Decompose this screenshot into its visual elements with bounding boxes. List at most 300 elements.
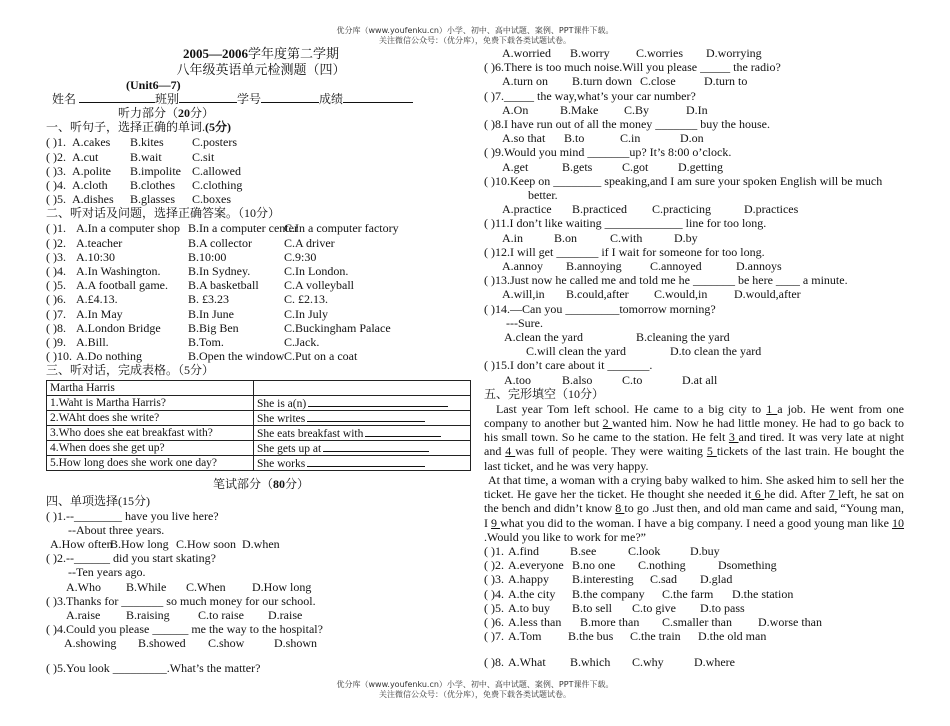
question-reply: --Ten years ago.: [68, 565, 146, 580]
option-a[interactable]: A.so that: [502, 131, 546, 146]
section-1-title: 一、听句子，选择正确的单词.(5分): [46, 120, 232, 135]
page-title: 2005—2006学年度第二学期: [182, 46, 339, 61]
options-row: [484, 330, 904, 344]
option-d[interactable]: D.the old man: [698, 629, 767, 644]
option-b[interactable]: B.no one: [572, 558, 616, 573]
option-d[interactable]: D.How long: [252, 579, 312, 594]
question-number: ( )2.: [46, 149, 66, 164]
table-answer[interactable]: [254, 411, 471, 426]
question-row: [46, 335, 476, 349]
option-a[interactable]: A.Do nothing: [76, 349, 142, 364]
written-part-label: 笔试部分（80分）: [212, 477, 310, 492]
cloze-blank[interactable]: 3: [728, 430, 739, 445]
option-c[interactable]: C.Buckingham Palace: [284, 320, 391, 335]
section-4-right-list: [484, 46, 904, 387]
option-d[interactable]: D.by: [674, 230, 698, 245]
question-reply: ---Sure.: [506, 315, 543, 330]
option-c[interactable]: C.allowed: [192, 163, 241, 178]
question-row: [46, 150, 476, 164]
table-question: 3.Who does she eat breakfast with?: [47, 426, 254, 441]
option-b[interactable]: B.glasses: [130, 192, 175, 207]
question-row: [46, 250, 476, 264]
option-a[interactable]: A.What: [508, 655, 546, 670]
option-b[interactable]: B. £3.23: [188, 292, 230, 307]
cloze-text: what you did to the woman. I have a big company. I need a good young man like: [500, 515, 893, 530]
question-number: ( )7.: [484, 629, 504, 644]
option-d[interactable]: Dsomething: [718, 558, 777, 573]
cloze-blank[interactable]: 1: [766, 401, 778, 416]
option-c[interactable]: C.would,in: [654, 287, 708, 302]
option-b[interactable]: B.the bus: [568, 629, 614, 644]
cloze-blank[interactable]: 2: [602, 416, 613, 431]
options-row: [484, 46, 904, 60]
question-row: [484, 572, 904, 586]
option-a[interactable]: A.10:30: [76, 249, 115, 264]
option-a[interactable]: A.cut: [72, 149, 99, 164]
options-row: [484, 231, 904, 245]
question-number: ( )3.: [484, 572, 504, 587]
table-answer[interactable]: [254, 396, 471, 411]
question-row: [46, 321, 476, 335]
option-a[interactable]: A.teacher: [76, 235, 123, 250]
option-a[interactable]: A.find: [508, 543, 539, 558]
option-d[interactable]: D.raise: [268, 608, 303, 623]
table-answer[interactable]: [254, 456, 471, 471]
option-d[interactable]: D.glad: [700, 572, 733, 587]
option-b[interactable]: B.which: [570, 655, 611, 670]
question-number: ( )10.: [46, 349, 72, 364]
option-d[interactable]: D.worse than: [758, 614, 822, 629]
cloze-paragraph: [484, 473, 904, 544]
option-b[interactable]: B.more than: [580, 614, 640, 629]
cloze-blank[interactable]: 10: [892, 515, 905, 530]
option-b[interactable]: B.How long: [110, 537, 169, 552]
section-4-title: 四、单项选择(15分): [46, 493, 150, 508]
cloze-blank[interactable]: 9: [491, 515, 501, 530]
options-row: [46, 537, 476, 551]
answer-blank[interactable]: [307, 457, 425, 467]
option-b[interactable]: B.Open the window: [188, 349, 285, 364]
answer-blank[interactable]: [323, 442, 429, 452]
option-c[interactable]: C.will clean the yard: [526, 344, 626, 359]
option-c[interactable]: C.nothing: [638, 558, 686, 573]
option-a[interactable]: A.dishes: [72, 192, 114, 207]
option-c[interactable]: C.A driver: [284, 235, 335, 250]
listening-table: [46, 380, 471, 471]
table-question: 1.Waht is Martha Harris?: [47, 396, 254, 411]
option-b[interactable]: B.In June: [188, 306, 234, 321]
question-row: [46, 278, 476, 292]
option-a[interactable]: A.turn on: [502, 74, 548, 89]
option-d[interactable]: D.In: [686, 102, 708, 117]
watermark-line1: 优分库（www.youfenku.cn）小学、初中、高中试题、案例、PPT课件下载。: [336, 26, 614, 35]
option-a[interactable]: A.In May: [76, 306, 123, 321]
left-column: [46, 46, 476, 675]
option-b[interactable]: B.to sell: [572, 600, 613, 615]
cloze-text: Last year Tom left school. He came to a big city to: [496, 401, 767, 416]
options-row: [46, 636, 476, 650]
option-a[interactable]: A.in: [502, 230, 523, 245]
option-c[interactable]: C.close: [640, 74, 676, 89]
option-b[interactable]: B.impolite: [130, 163, 181, 178]
table-question: 4.When does she get up?: [47, 441, 254, 456]
answer-prefix: She is a(n): [257, 397, 307, 410]
option-d[interactable]: D.to pass: [700, 600, 745, 615]
option-d[interactable]: D.worrying: [706, 46, 762, 60]
options-row: [484, 74, 904, 88]
option-d[interactable]: D.when: [242, 537, 280, 552]
option-b[interactable]: B.In Sydney.: [188, 264, 251, 279]
option-b[interactable]: B.on: [554, 230, 578, 245]
option-c[interactable]: C.9:30: [284, 249, 317, 264]
spacer: [484, 643, 904, 655]
watermark-line1: 优分库（www.youfenku.cn）小学、初中、高中试题、案例、PPT课件下载。: [336, 680, 614, 689]
option-b[interactable]: B.to: [564, 131, 585, 146]
question-stem: ( )2.--______ did you start skating?: [46, 551, 216, 566]
option-c[interactable]: C.to raise: [198, 608, 244, 623]
option-a[interactable]: A.How often: [50, 537, 113, 552]
cloze-text: .Would you like to work for me?”: [484, 529, 646, 544]
option-b[interactable]: B.A collector: [188, 235, 252, 250]
option-a[interactable]: A.less than: [508, 614, 562, 629]
table-row: [47, 396, 471, 411]
option-c[interactable]: C.When: [186, 579, 226, 594]
option-b[interactable]: B.see: [570, 543, 597, 558]
question-number: ( )4.: [484, 586, 504, 601]
option-d[interactable]: D.practices: [744, 202, 799, 217]
question-number: ( )1.: [46, 221, 66, 236]
option-c[interactable]: C.In London.: [284, 264, 349, 279]
question-row: [484, 544, 904, 558]
question-stem: ( )4.Could you please ______ me the way to the hospital?: [46, 622, 323, 637]
question-number: ( )9.: [46, 335, 66, 350]
cloze-text: was full of people. They were waiting: [515, 444, 707, 459]
score-field[interactable]: [343, 92, 413, 103]
option-b[interactable]: B.interesting: [572, 572, 634, 587]
option-d[interactable]: D.at all: [682, 372, 718, 387]
section-5-title: 五、完形填空（10分）: [484, 386, 605, 401]
question-number: ( )2.: [46, 235, 66, 250]
question-stem: ( )3.Thanks for _______ so much money for our school.: [46, 593, 316, 608]
option-b[interactable]: B.Big Ben: [188, 320, 239, 335]
options-row: [484, 287, 904, 301]
question-row: [484, 601, 904, 615]
option-d[interactable]: D.to clean the yard: [670, 344, 762, 359]
question-stem: ( )6.There is too much noise.Will you please _____ the radio?: [484, 60, 781, 75]
student-info-row: 姓名 班别 学号 成绩: [46, 92, 476, 106]
cloze-blank[interactable]: 4: [505, 444, 516, 459]
option-b[interactable]: B.While: [126, 579, 167, 594]
option-b[interactable]: B.Make: [560, 102, 599, 117]
question-row: [46, 164, 476, 178]
options-row: [484, 259, 904, 273]
section-4-left-list: [46, 509, 476, 675]
option-a[interactable]: A.cakes: [72, 135, 111, 150]
question-row: [484, 655, 904, 669]
question-row: [46, 292, 476, 306]
cloze-text: left, he sat on the bench and didn’t know: [484, 487, 904, 516]
option-a[interactable]: A.polite: [72, 163, 111, 178]
question-row: [46, 221, 476, 235]
question-number: ( )8.: [484, 655, 504, 670]
option-b[interactable]: B.also: [562, 372, 593, 387]
option-c[interactable]: C.In July: [284, 306, 329, 321]
option-c[interactable]: C.annoyed: [650, 259, 702, 274]
option-b[interactable]: B.wait: [130, 149, 162, 164]
options-row: [484, 103, 904, 117]
option-c[interactable]: C.worries: [636, 46, 683, 60]
question-row: [484, 629, 904, 643]
question-number: ( )1.: [484, 543, 504, 558]
option-b[interactable]: B.kites: [130, 135, 164, 150]
cloze-paragraph: [484, 402, 904, 473]
question-stem: ( )15.I don’t care about it _______.: [484, 358, 653, 373]
option-d[interactable]: D.where: [694, 655, 735, 670]
section-1-list: [46, 135, 476, 206]
option-a[interactable]: A.get: [502, 159, 529, 174]
options-row: [484, 160, 904, 174]
question-stem: ( )13.Just now he called me and told me he _______ be here ____ a minute.: [484, 273, 848, 288]
table-answer[interactable]: [254, 441, 471, 456]
option-c[interactable]: C.sad: [650, 572, 677, 587]
cloze-passage: [484, 402, 904, 544]
table-row: [47, 456, 471, 471]
question-number: ( )3.: [46, 249, 66, 264]
option-a[interactable]: A.A football game.: [76, 278, 168, 293]
option-c[interactable]: C.How soon: [176, 537, 237, 552]
option-c[interactable]: C.why: [632, 655, 664, 670]
option-d[interactable]: D.turn to: [704, 74, 748, 89]
answer-prefix: She eats breakfast with: [257, 427, 364, 440]
option-c[interactable]: C.to: [622, 372, 643, 387]
answer-blank[interactable]: [307, 412, 425, 422]
option-d[interactable]: D.annoys: [736, 259, 782, 274]
option-c[interactable]: C.In a computer factory: [284, 221, 399, 236]
options-row: [484, 202, 904, 216]
class-field[interactable]: [179, 92, 237, 103]
right-column: [484, 46, 904, 670]
table-row: [47, 411, 471, 426]
table-head-cell: Martha Harris: [47, 381, 254, 396]
watermark-line2: 关注微信公众号：（优分库），免费下载各类试题试卷。: [379, 690, 571, 699]
question-continuation: better.: [528, 188, 558, 203]
option-a[interactable]: A.too: [504, 372, 531, 387]
question-stem: ( )9.Would you mind _______up? It’s 8:00 o’clock.: [484, 145, 732, 160]
section-3-title: 三、听对话，完成表格。（5分）: [46, 363, 215, 378]
option-c[interactable]: C.the train: [630, 629, 681, 644]
option-b[interactable]: B.annoying: [566, 259, 622, 274]
option-a[interactable]: A.showing: [64, 636, 117, 651]
option-b[interactable]: B.Tom.: [188, 335, 224, 350]
watermark-line2: 关注微信公众号：（优分库），免费下载各类试题试卷。: [379, 36, 571, 45]
option-b[interactable]: B.In a computer center: [188, 221, 298, 236]
table-header-row: [47, 381, 471, 396]
option-a[interactable]: A.Who: [66, 579, 101, 594]
question-number: ( )8.: [46, 320, 66, 335]
option-c[interactable]: C.clothing: [192, 178, 243, 193]
section-2-list: [46, 221, 476, 363]
option-a[interactable]: A.Bill.: [76, 335, 109, 350]
option-a[interactable]: A.London Bridge: [76, 320, 161, 335]
question-stem: ( )12.I will get _______ if I wait for someone for too long.: [484, 244, 765, 259]
question-stem: ( )5.You look _________.What’s the matter?: [46, 660, 261, 675]
question-reply: --About three years.: [68, 522, 165, 537]
table-row: [47, 441, 471, 456]
cloze-text: to go .Just then, and old man came and said, “Young man, I: [484, 501, 904, 530]
question-stem: ( )7._____ the way,what’s your car number?: [484, 88, 696, 103]
option-b[interactable]: B.gets: [562, 159, 593, 174]
cloze-blank[interactable]: 8: [615, 501, 625, 516]
option-a[interactable]: A.£4.13.: [76, 292, 118, 307]
option-c[interactable]: C.smaller than: [662, 614, 732, 629]
question-number: ( )5.: [484, 600, 504, 615]
cloze-blank[interactable]: 6: [751, 487, 765, 502]
option-c[interactable]: C.A volleyball: [284, 278, 354, 293]
option-b[interactable]: B.cleaning the yard: [636, 330, 730, 345]
option-c[interactable]: C.By: [624, 102, 650, 117]
option-d[interactable]: D.buy: [690, 543, 720, 558]
cloze-text: he did. After: [764, 487, 829, 502]
question-row: [46, 307, 476, 321]
question-row: [46, 236, 476, 250]
option-a[interactable]: A.to buy: [508, 600, 550, 615]
option-d[interactable]: D.shown: [274, 636, 318, 651]
question-row: [46, 349, 476, 363]
options-row: [484, 344, 904, 358]
option-a[interactable]: A.On: [502, 102, 529, 117]
option-a[interactable]: A.annoy: [502, 259, 543, 274]
page-subtitle: 八年级英语单元检测题（四）: [176, 62, 346, 77]
option-b[interactable]: B.10:00: [188, 249, 227, 264]
option-d[interactable]: D.the station: [732, 586, 794, 601]
option-b[interactable]: B.the company: [572, 586, 645, 601]
option-b[interactable]: B.raising: [126, 608, 170, 623]
option-c[interactable]: C.boxes: [192, 192, 231, 207]
option-c[interactable]: C.Jack.: [284, 335, 320, 350]
spacer: [46, 651, 476, 661]
cloze-text: a job. He went from one company to another but: [484, 401, 904, 431]
watermark-bottom: [0, 680, 950, 700]
number-field[interactable]: [261, 92, 319, 103]
option-a[interactable]: A.cloth: [72, 178, 108, 193]
question-row: [46, 135, 476, 149]
answer-prefix: She writes: [257, 412, 306, 425]
option-c[interactable]: C.with: [610, 230, 643, 245]
cloze-text: At that time, a woman with a crying baby walked to him. She asked him to sell her the ticket. He gave her the ticket. He thought she needed it: [484, 472, 904, 502]
option-c[interactable]: C.sit: [192, 149, 215, 164]
option-d[interactable]: D.getting: [678, 159, 723, 174]
option-b[interactable]: B.A basketball: [188, 278, 259, 293]
question-number: ( )5.: [46, 278, 66, 293]
option-a[interactable]: A.Tom: [508, 629, 542, 644]
option-b[interactable]: B.practiced: [572, 202, 627, 217]
question-stem: ( )1.--________ have you live here?: [46, 508, 219, 523]
option-d[interactable]: D.would,after: [734, 287, 801, 302]
question-row: [484, 615, 904, 629]
option-a[interactable]: A.clean the yard: [504, 330, 583, 345]
option-a[interactable]: A.the city: [508, 586, 556, 601]
question-number: ( )3.: [46, 163, 66, 178]
unit-label: (Unit6—7): [126, 78, 181, 92]
option-b[interactable]: B.could,after: [566, 287, 629, 302]
option-a[interactable]: A.In Washington.: [76, 264, 161, 279]
section-2-title: 二、听对话及问题，选择正确答案。（10分）: [46, 206, 281, 221]
question-number: ( )4.: [46, 264, 66, 279]
question-stem: ( )10.Keep on ________ speaking,and I am sure your spoken English will be much: [484, 173, 883, 188]
question-number: ( )7.: [46, 306, 66, 321]
cloze-text: wanted him. Now he had little money. He had to go back to his small town. So he came to the station. He felt: [484, 416, 905, 445]
question-stem: ( )11.I don’t like waiting _____________ line for too long.: [484, 216, 767, 231]
question-row: [46, 178, 476, 192]
section-5-list: [484, 544, 904, 670]
question-row: [484, 587, 904, 601]
question-row: [46, 192, 476, 206]
listening-part-label: 听力部分（20分）: [118, 106, 215, 121]
option-a[interactable]: A.happy: [508, 572, 549, 587]
question-number: ( )1.: [46, 135, 66, 150]
question-row: [484, 558, 904, 572]
option-b[interactable]: B.showed: [138, 636, 186, 651]
option-c[interactable]: C.look: [628, 543, 661, 558]
question-number: ( )5.: [46, 192, 66, 207]
table-answer[interactable]: [254, 426, 471, 441]
question-number: ( )6.: [46, 292, 66, 307]
option-a[interactable]: A.In a computer shop: [76, 221, 180, 236]
option-c[interactable]: C. £2.13.: [284, 292, 329, 307]
option-c[interactable]: C.in: [620, 131, 641, 146]
table-row: [47, 426, 471, 441]
answer-blank[interactable]: [365, 427, 441, 437]
option-a[interactable]: A.practice: [502, 202, 552, 217]
option-c[interactable]: C.show: [208, 636, 245, 651]
options-row: [484, 131, 904, 145]
question-number: ( )4.: [46, 178, 66, 193]
option-c[interactable]: C.practicing: [652, 202, 711, 217]
table-question: 2.WAht does she write?: [47, 411, 254, 426]
question-stem: ( )8.I have run out of all the money _______ buy the house.: [484, 117, 770, 132]
answer-prefix: She gets up at: [257, 442, 322, 455]
option-d[interactable]: D.on: [680, 131, 704, 146]
option-a[interactable]: A.worried: [502, 46, 551, 60]
question-row: [46, 264, 476, 278]
question-number: ( )2.: [484, 558, 504, 573]
cloze-blank[interactable]: 5: [706, 444, 717, 459]
options-row: [46, 608, 476, 622]
option-c[interactable]: C.to give: [632, 600, 676, 615]
cloze-text: and tired. It was very late at night and: [484, 430, 905, 459]
cloze-text: tickets of the last train. He bought the last ticket, and he was very happy.: [484, 444, 905, 473]
option-c[interactable]: C.the farm: [662, 586, 714, 601]
option-b[interactable]: B.clothes: [130, 178, 175, 193]
option-c[interactable]: C.Put on a coat: [284, 349, 358, 364]
option-a[interactable]: A.everyone: [508, 558, 564, 573]
cloze-blank[interactable]: 7: [828, 487, 839, 502]
question-number: ( )6.: [484, 614, 504, 629]
question-stem: ( )14.—Can you _________tomorrow morning?: [484, 301, 716, 316]
answer-blank[interactable]: [308, 397, 448, 407]
options-row: [484, 373, 904, 387]
answer-prefix: She works: [257, 457, 306, 470]
watermark-top: [0, 26, 950, 46]
option-b[interactable]: B.turn down: [572, 74, 632, 89]
option-c[interactable]: C.got: [622, 159, 649, 174]
option-b[interactable]: B.worry: [570, 46, 610, 60]
table-question: 5.How long does she work one day?: [47, 456, 254, 471]
option-c[interactable]: C.posters: [192, 135, 237, 150]
option-a[interactable]: A.will,in: [502, 287, 545, 302]
option-a[interactable]: A.raise: [66, 608, 101, 623]
name-field[interactable]: [79, 92, 155, 103]
